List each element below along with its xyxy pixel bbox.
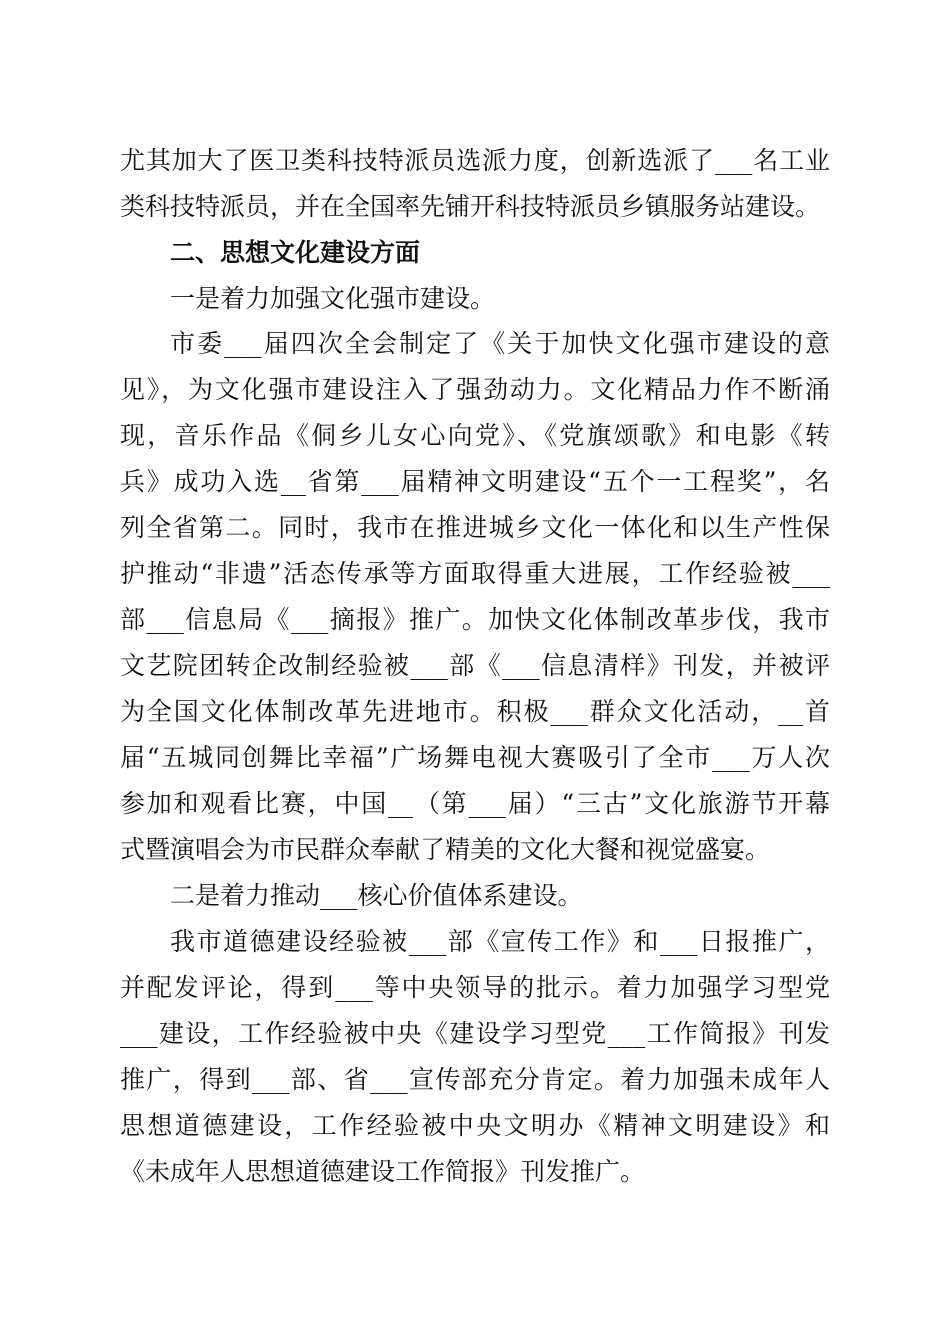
sub2-heading: 二是着力推动___核心价值体系建设。 [170,881,583,910]
sub2-line-2: 并配发评论，得到___等中央领导的批示。着力加强学习型党 [120,973,830,1002]
sub1-line-8: 文艺院团转企改制经验被___部《___信息清样》刊发，并被评 [120,651,830,680]
sub1-line-4: 兵》成功入选__省第___届精神文明建设“五个一工程奖”，名 [120,467,830,496]
sub1-line-3: 现，音乐作品《侗乡儿女心向党》、《党旗颂歌》和电影《转 [120,421,830,450]
sub1-line-7: 部___信息局《___摘报》推广。加快文化体制改革步伐，我市 [120,605,830,634]
sub1-line-11: 参加和观看比赛，中国__（第___届）“三古”文化旅游节开幕 [120,789,830,818]
sub2-line-6: 《未成年人思想道德建设工作简报》刊发推广。 [120,1157,646,1186]
sub2-line-3: ___建设，工作经验被中央《建设学习型党___工作简报》刊发 [120,1019,830,1048]
sub1-heading: 一是着力加强文化强市建设。 [170,284,496,313]
sub2-line-1: 我市道德建设经验被___部《宣传工作》和___日报推广， [170,927,830,956]
sub1-line-5: 列全省第二。同时，我市在推进城乡文化一体化和以生产性保 [120,513,830,542]
intro-line-1: 尤其加大了医卫类科技特派员选派力度，创新选派了___名工业 [120,146,830,175]
intro-line-2: 类科技特派员，并在全国率先铺开科技特派员乡镇服务站建设。 [120,192,821,221]
sub1-line-9: 为全国文化体制改革先进地市。积极___群众文化活动，__首 [120,697,830,726]
sub1-line-10: 届“五城同创舞比幸福”广场舞电视大赛吸引了全市___万人次 [120,743,830,772]
sub1-line-12: 式暨演唱会为市民群众奉献了精美的文化大餐和视觉盛宴。 [120,835,771,864]
sub2-line-5: 思想道德建设，工作经验被中央文明办《精神文明建设》和 [120,1111,830,1140]
sub2-line-4: 推广，得到___部、省___宣传部充分肯定。着力加强未成年人 [120,1065,830,1094]
sub1-line-2: 见》，为文化强市建设注入了强劲动力。文化精品力作不断涌 [120,375,830,404]
sub1-line-6: 护推动“非遗”活态传承等方面取得重大进展，工作经验被___ [120,559,830,588]
section-heading: 二、思想文化建设方面 [170,238,421,267]
sub1-line-1: 市委___届四次全会制定了《关于加快文化强市建设的意 [170,329,830,358]
